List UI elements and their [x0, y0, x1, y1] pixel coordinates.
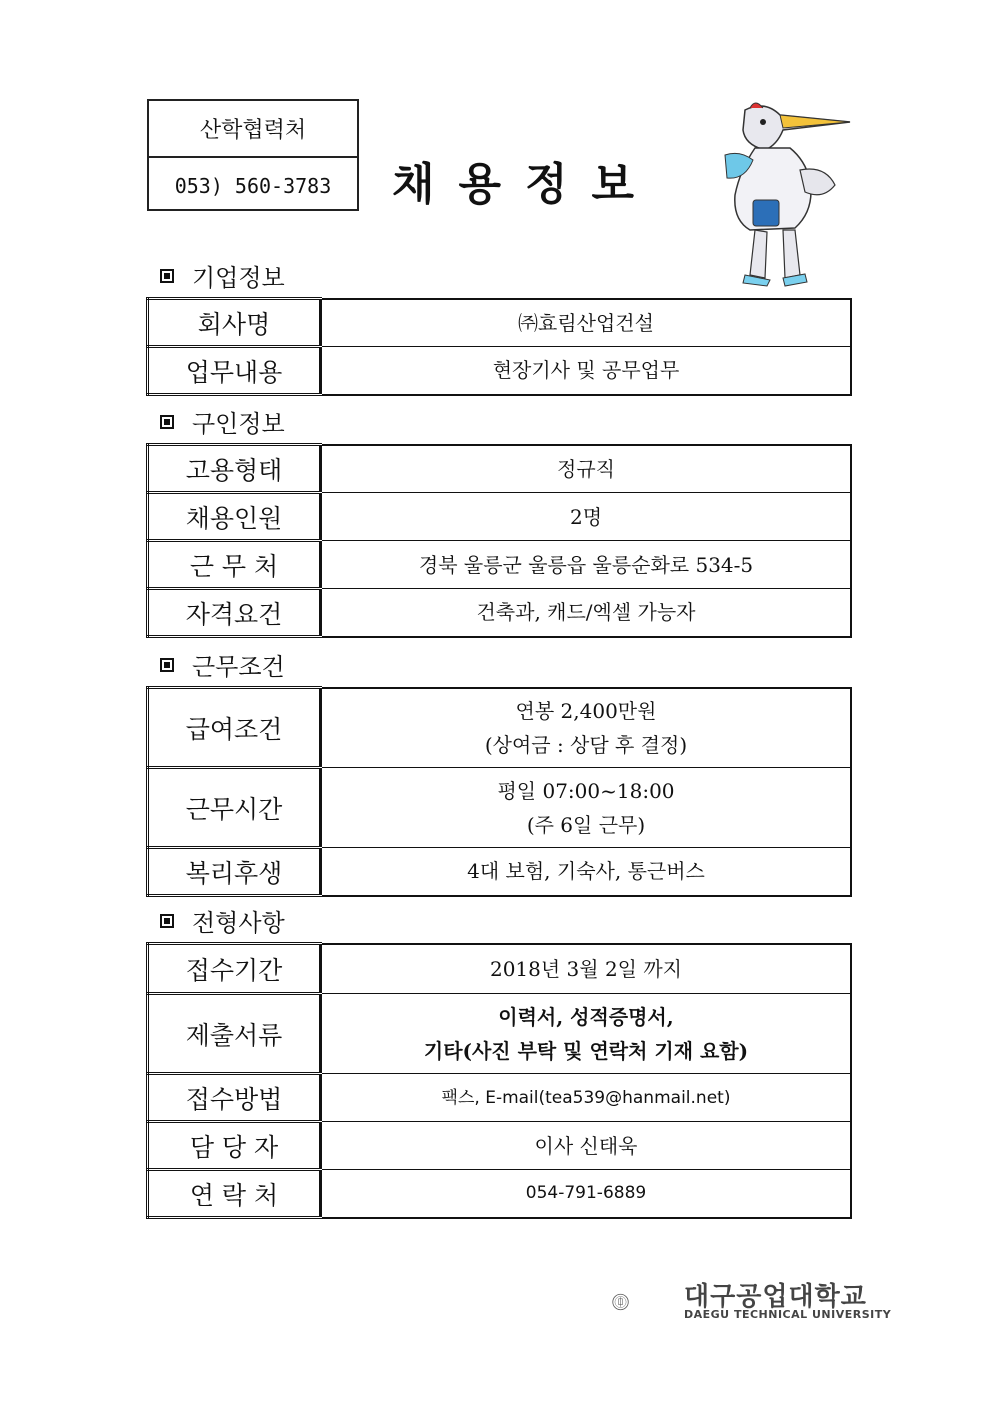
work-hours-line1: 평일 07:00~18:00: [497, 778, 675, 803]
row-label: 복리후생: [148, 848, 321, 896]
row-label: 접수기간: [148, 944, 321, 994]
contact-number: 054-791-6889: [321, 1170, 852, 1218]
qualifications: 건축과, 캐드/엑셀 가능자: [321, 589, 852, 637]
bullet-square-icon: [160, 658, 174, 672]
table-row: [148, 688, 852, 768]
table-row: [148, 493, 852, 541]
table-row: [148, 848, 852, 896]
employment-type: 정규직: [321, 445, 852, 493]
contact-phone: 053) 560-3783: [174, 173, 332, 198]
salary: [321, 688, 852, 768]
bullet-square-icon: [160, 914, 174, 928]
benefits: 4대 보험, 기숙사, 통근버스: [321, 848, 852, 896]
documents-line2: 기타(사진 부탁 및 연락처 기재 요함): [423, 1038, 749, 1063]
salary-line1: 연봉 2,400만원: [515, 698, 657, 723]
row-label: 자격요건: [148, 589, 321, 637]
table-row: [148, 541, 852, 589]
table-row: [148, 347, 852, 395]
table-row: [148, 1170, 852, 1218]
application-method: 팩스, E-mail(tea539@hanmail.net): [321, 1074, 852, 1122]
table-row: [148, 768, 852, 848]
conditions-table: [146, 686, 852, 897]
work-hours-line2: (주 6일 근무): [526, 812, 646, 837]
documents-line1: 이력서, 성적증명서,: [498, 1004, 674, 1029]
row-label: 근 무 처: [148, 541, 321, 589]
table-row: [148, 1074, 852, 1122]
contact-label: 산학협력처: [149, 101, 357, 158]
table-row: [148, 944, 852, 994]
university-name-en: DAEGU TECHNICAL UNIVERSITY: [684, 1308, 892, 1321]
contact-box: [147, 99, 359, 211]
selection-table: [146, 942, 852, 1219]
row-label: 담 당 자: [148, 1122, 321, 1170]
row-label: 고용형태: [148, 445, 321, 493]
row-label: 제출서류: [148, 994, 321, 1074]
table-row: [148, 1122, 852, 1170]
section-title-conditions: 근무조건: [160, 647, 285, 682]
crane-mascot-icon: [705, 100, 855, 290]
row-label: 연 락 처: [148, 1170, 321, 1218]
job-description: 현장기사 및 공무업무: [321, 347, 852, 395]
work-hours: [321, 768, 852, 848]
row-label: 회사명: [148, 299, 321, 347]
page-title: 채용정보: [391, 159, 658, 210]
bullet-square-icon: [160, 269, 174, 283]
table-row: [148, 445, 852, 493]
section-title-recruit: 구인정보: [160, 404, 285, 439]
required-documents: [321, 994, 852, 1074]
section-title-company: 기업정보: [160, 258, 285, 293]
salary-line2: (상여금 : 상담 후 결정): [484, 732, 688, 757]
company-table: [146, 297, 852, 396]
work-location: 경북 울릉군 울릉읍 울릉순화로 534-5: [321, 541, 852, 589]
recruit-table: [146, 443, 852, 638]
company-name: ㈜효림산업건설: [321, 299, 852, 347]
row-label: 접수방법: [148, 1074, 321, 1122]
bullet-square-icon: [160, 415, 174, 429]
university-name-ko: 대구공업대학교: [684, 1282, 867, 1312]
application-period: 2018년 3월 2일 까지: [321, 944, 852, 994]
row-label: 업무내용: [148, 347, 321, 395]
table-row: [148, 589, 852, 637]
university-seal-icon: [612, 1270, 676, 1334]
table-row: [148, 994, 852, 1074]
headcount: 2명: [321, 493, 852, 541]
row-label: 급여조건: [148, 688, 321, 768]
contact-person: 이사 신태욱: [321, 1122, 852, 1170]
section-title-selection: 전형사항: [160, 903, 285, 938]
row-label: 채용인원: [148, 493, 321, 541]
row-label: 근무시간: [148, 768, 321, 848]
table-row: [148, 299, 852, 347]
